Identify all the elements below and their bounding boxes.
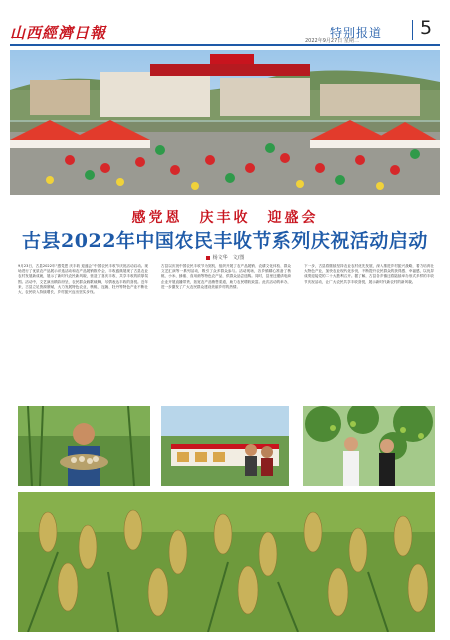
masthead <box>0 0 450 44</box>
exhibition-photo <box>161 406 289 486</box>
article-column-2: 古县以庆祝中国农民丰收节为契机，组织开展了农产品展销、农耕文化体验、群众文艺汇演等一系列活动，吸引了众多群众参与。活动现场，各乡镇精心准备了核桃、小米、蜂蜜、食用菌等特色农产品，供群众品尝选购。同时，县里还邀请电商企业开展直播带货，拓宽农产品销售渠道，助力农民增收致富。此次活动的举办，进一步激发了广大农民群众建设美丽乡村的热情。 <box>161 264 291 289</box>
section-title: 特别报道 <box>330 26 383 40</box>
article-column-3: 下一步，古县将继续坚持农业农村优先发展，深入推进乡村振兴战略，着力培育壮大特色产业，加快农业现代化步伐，不断提升农民群众的获得感、幸福感，以优异成绩迎接党的二十大胜利召开。据了解，古县各乡镇还将陆续举办形式多样的丰收节庆祝活动，让广大农民共享丰收喜悦，展示新时代新农村的新风貌。 <box>304 264 434 284</box>
newspaper-logo: 山西經濟日報 <box>10 24 107 42</box>
byline <box>0 254 450 261</box>
article-column-1: 9月23日，古县2022年“感党恩 庆丰收 迎盛会”中国农民丰收节庆祝活动启动。现场进行了优质农产品展示评选活动和农产品展销推介会，丰收盛典展现了古县农业农村发展新成就，展示了新时代农民新风貌，营造了喜庆丰收、共享丰收的浓厚氛围。活动中，文艺演出精彩纷呈，农民群众载歌载舞，尽情表达丰收的喜悦。近年来，古县立足资源禀赋，大力发展特色农业，核桃、连翘、牡丹等特色产业不断壮大，农民收入持续增长，乡村振兴迈出坚实步伐。 <box>18 264 148 295</box>
header-separator <box>412 20 413 40</box>
byline-marker <box>206 256 210 260</box>
issue-date: 2022年9月27日 星期二 <box>305 38 359 44</box>
farmer-photo <box>18 406 150 486</box>
orchard-photo <box>303 406 435 486</box>
article-body <box>18 264 434 402</box>
header-rule <box>10 44 440 46</box>
hero-photo <box>10 50 440 195</box>
page-number: 5 <box>420 17 433 39</box>
headline-subtitle: 感党恩 庆丰收 迎盛会 <box>131 210 319 226</box>
byline-text: 杨文华 文/图 <box>212 255 245 261</box>
headline-title: 古县2022年中国农民丰收节系列庆祝活动启动 <box>22 230 428 252</box>
millet-field-photo <box>18 492 435 632</box>
